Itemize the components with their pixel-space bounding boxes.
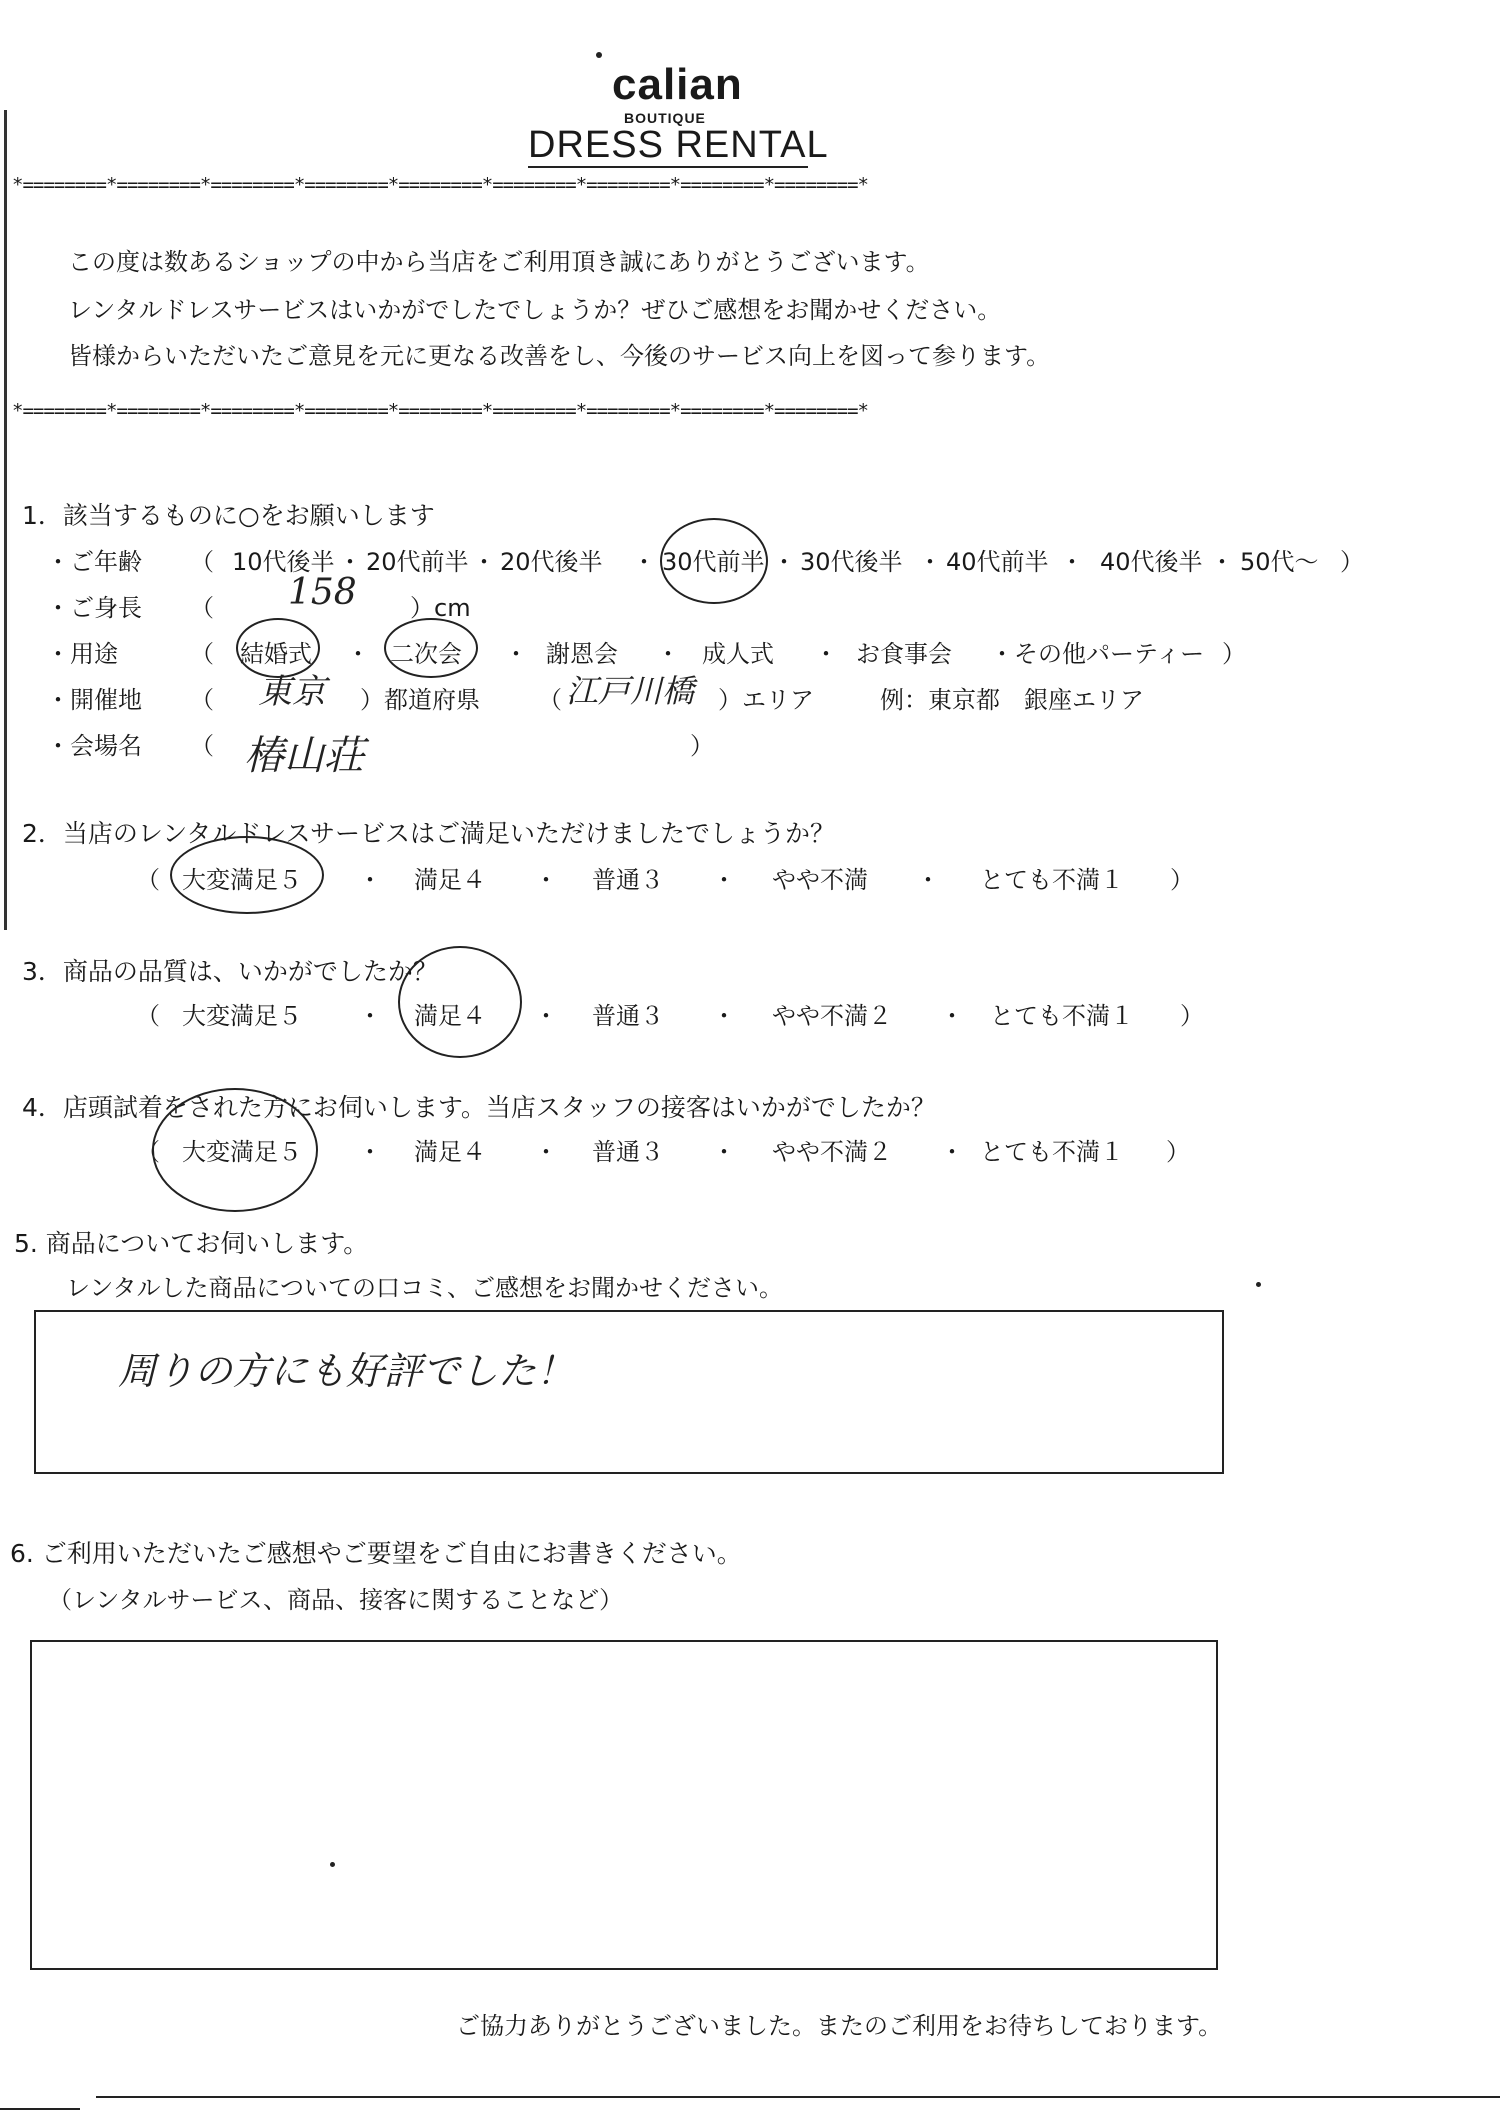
q4-close-paren: ）: [1166, 1138, 1190, 1166]
q4-open-paren: （: [136, 1138, 160, 1166]
location-label: ・開催地: [46, 686, 142, 714]
q3-option-very-unsatisfied[interactable]: とても不満１: [990, 1002, 1134, 1030]
option-separator: ・: [940, 1138, 964, 1166]
option-separator: ・: [918, 548, 942, 576]
purpose-after-party-circle: [384, 618, 478, 678]
option-separator: ・: [358, 866, 382, 894]
option-separator: ・: [358, 1002, 382, 1030]
option-separator: ・: [358, 1138, 382, 1166]
q2-title: 2．当店のレンタルドレスサービスはご満足いただけましたでしょうか？: [22, 819, 836, 848]
venue-open-paren: （: [190, 732, 214, 760]
q1-title: 1．該当するものに○をお願いします: [22, 501, 435, 530]
venue-value[interactable]: 椿山荘: [244, 733, 364, 779]
option-separator: ・: [534, 866, 558, 894]
option-separator: ・: [712, 1138, 736, 1166]
option-separator: ・: [916, 866, 940, 894]
option-separator: ・: [504, 640, 528, 668]
footer-rule-left: [0, 2108, 80, 2110]
purpose-option-after-party[interactable]: 二次会: [390, 640, 462, 668]
logo-subtitle: BOUTIQUE: [624, 110, 706, 126]
purpose-option-dinner[interactable]: お食事会: [856, 640, 952, 668]
option-separator: ・: [472, 548, 496, 576]
title-underline: [528, 166, 808, 168]
age-selected-circle: [660, 518, 768, 604]
location-open-paren: （: [190, 686, 214, 714]
q2-close-paren: ）: [1170, 866, 1194, 894]
area-open-paren: （: [538, 686, 562, 714]
option-separator: ・: [940, 1002, 964, 1030]
purpose-open-paren: （: [190, 640, 214, 668]
height-label: ・ご身長: [46, 594, 142, 622]
option-separator: ・: [656, 640, 680, 668]
q4-option-very-unsatisfied[interactable]: とても不満１: [980, 1138, 1124, 1166]
q6-answer-box[interactable]: [30, 1640, 1218, 1970]
q3-option-slightly-unsatisfied[interactable]: やや不満２: [772, 1002, 892, 1030]
purpose-option-wedding[interactable]: 結婚式: [240, 640, 312, 668]
q2-option-satisfied[interactable]: 満足４: [414, 866, 486, 894]
q3-title: 3．商品の品質は、いかがでしたか？: [22, 957, 438, 986]
q3-selected-circle: [398, 946, 522, 1058]
intro-line-2: レンタルドレスサービスはいかがでしたでしょうか？ぜひご感想をお聞かせください。: [68, 296, 1002, 324]
age-close-paren: ）: [1340, 548, 1364, 576]
age-option-20s-late[interactable]: 20代後半: [500, 548, 603, 576]
area-value[interactable]: 江戸川橋: [566, 672, 695, 710]
age-option-30s-late[interactable]: 30代後半: [800, 548, 903, 576]
option-separator: ・: [632, 548, 656, 576]
purpose-option-thank-you[interactable]: 謝恩会: [546, 640, 618, 668]
age-option-50s-plus[interactable]: 50代～: [1240, 548, 1319, 576]
purpose-option-coming-of-age[interactable]: 成人式: [702, 640, 774, 668]
q4-option-satisfied[interactable]: 満足４: [414, 1138, 486, 1166]
q2-open-paren: （: [136, 866, 160, 894]
q5-title: 5. 商品についてお伺いします。: [14, 1229, 369, 1258]
logo-text: calian: [612, 60, 743, 109]
q3-option-very-satisfied[interactable]: 大変満足５: [182, 1002, 302, 1030]
option-separator: ・: [1060, 548, 1084, 576]
q4-option-average[interactable]: 普通３: [592, 1138, 664, 1166]
venue-close-paren: ）: [690, 732, 714, 760]
purpose-label: ・用途: [46, 640, 118, 668]
option-separator: ・: [1210, 548, 1234, 576]
option-separator: ・: [712, 1002, 736, 1030]
age-option-40s-late[interactable]: 40代後半: [1100, 548, 1203, 576]
q3-option-average[interactable]: 普通３: [592, 1002, 664, 1030]
scan-dot: [1256, 1282, 1261, 1287]
logo-dot: [596, 52, 602, 58]
q3-close-paren: ）: [1180, 1002, 1204, 1030]
age-label: ・ご年齢: [46, 548, 142, 576]
q2-selected-circle: [170, 836, 324, 914]
q3-open-paren: （: [136, 1002, 160, 1030]
option-separator: ・: [534, 1138, 558, 1166]
area-unit: ）エリア: [718, 686, 814, 714]
prefecture-value[interactable]: 東京: [258, 672, 326, 712]
age-option-40s-early[interactable]: 40代前半: [946, 548, 1049, 576]
location-example: 例：東京都 銀座エリア: [880, 686, 1144, 714]
age-option-30s-early[interactable]: 30代前半: [662, 548, 765, 576]
option-separator: ・: [772, 548, 796, 576]
purpose-option-other-party[interactable]: その他パーティー: [1014, 640, 1205, 668]
q5-subtitle: レンタルした商品についての口コミ、ご感想をお聞かせください。: [66, 1274, 783, 1302]
q4-option-slightly-unsatisfied[interactable]: やや不満２: [772, 1138, 892, 1166]
footer-message: ご協力ありがとうございました。またのご利用をお待ちしております。: [456, 2012, 1223, 2040]
scan-dot-2: [330, 1862, 335, 1867]
q2-option-slightly-unsatisfied[interactable]: やや不満: [772, 866, 868, 894]
q4-title: 4．店頭試着をされた方にお伺いします。当店スタッフの接客はいかがでしたか？: [22, 1093, 936, 1122]
divider-top: *========*========*========*========*========*========*========*========*========*: [12, 174, 868, 196]
option-separator: ・: [814, 640, 838, 668]
q4-selected-circle: [152, 1088, 318, 1212]
height-open-paren: （: [190, 594, 214, 622]
intro-line-3: 皆様からいただいたご意見を元に更なる改善をし、今後のサービス向上を図って参ります。: [68, 342, 1051, 370]
intro-line-1: この度は数あるショップの中から当店をご利用頂き誠にありがとうございます。: [68, 248, 930, 276]
option-separator: ・: [338, 548, 362, 576]
q6-title: 6. ご利用いただいたご感想やご要望をご自由にお書きください。: [10, 1539, 742, 1568]
prefecture-unit: ）都道府県: [360, 686, 480, 714]
q5-answer-text: 周りの方にも好評でした！: [118, 1349, 575, 1393]
age-open-paren: （: [190, 548, 214, 576]
footer-rule: [96, 2096, 1500, 2098]
divider-bottom: *========*========*========*========*========*========*========*========*========*: [12, 400, 868, 422]
option-separator: ・: [534, 1002, 558, 1030]
age-option-20s-early[interactable]: 20代前半: [366, 548, 469, 576]
purpose-close-paren: ）: [1222, 640, 1246, 668]
age-option-10s-late[interactable]: 10代後半: [232, 548, 335, 576]
option-separator: ・: [346, 640, 370, 668]
page-title: DRESS RENTAL: [528, 124, 829, 166]
venue-label: ・会場名: [46, 732, 142, 760]
height-value[interactable]: 158: [288, 572, 357, 613]
option-separator: ・: [990, 640, 1014, 668]
option-separator: ・: [712, 866, 736, 894]
q2-option-very-unsatisfied[interactable]: とても不満１: [980, 866, 1124, 894]
q2-option-average[interactable]: 普通３: [592, 866, 664, 894]
q4-option-very-satisfied[interactable]: 大変満足５: [182, 1138, 302, 1166]
height-unit: ）cm: [410, 594, 471, 622]
q6-subtitle: （レンタルサービス、商品、接客に関することなど）: [48, 1586, 624, 1614]
scan-margin-line: [4, 110, 7, 930]
q2-option-very-satisfied[interactable]: 大変満足５: [182, 866, 302, 894]
q3-option-satisfied[interactable]: 満足４: [414, 1002, 486, 1030]
